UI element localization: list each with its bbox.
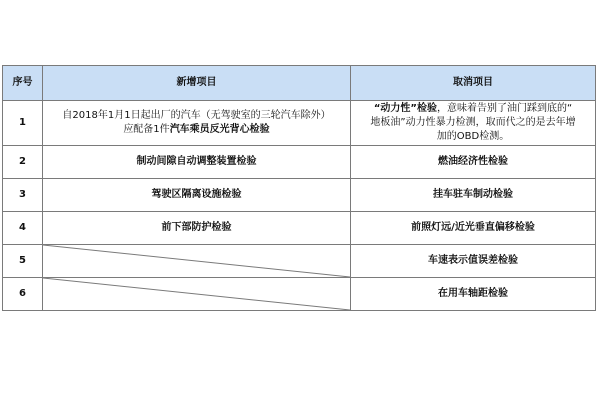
removed-item-text2: 地板油”动力性暴力检测，取而代之的是去年增	[370, 117, 576, 128]
removed-item-cell	[351, 101, 596, 146]
row-index: 3	[3, 179, 43, 212]
removed-item-cell: 前照灯远/近光垂直偏移检验	[351, 212, 596, 245]
removed-item-bold: “动力性”检验	[373, 103, 437, 114]
diagonal-slash	[43, 278, 350, 310]
header-index: 序号	[3, 66, 43, 101]
table-row	[3, 278, 596, 311]
removed-item-cell: 在用车轴距检验	[351, 278, 596, 311]
removed-item-cell: 燃油经济性检验	[351, 146, 596, 179]
table-row	[3, 212, 596, 245]
empty-added-cell	[43, 278, 351, 311]
removed-item-cell: 车速表示值误差检验	[351, 245, 596, 278]
diagonal-slash	[43, 245, 350, 277]
table-row	[3, 179, 596, 212]
row-index: 5	[3, 245, 43, 278]
added-item-cell: 制动间隙自动调整装置检验	[43, 146, 351, 179]
row-index: 4	[3, 212, 43, 245]
removed-item-text1: ，意味着告别了油门踩到底的“	[436, 103, 573, 114]
added-item-line1: 自2018年1月1日起出厂的汽车（无驾驶室的三轮汽车除外）	[62, 110, 331, 121]
table-header-row	[3, 66, 596, 101]
header-added-items: 新增项目	[43, 66, 351, 101]
row-index: 2	[3, 146, 43, 179]
added-item-line2-bold: 汽车乘员反光背心检验	[169, 124, 270, 135]
inspection-changes-table	[2, 65, 596, 311]
header-removed-items: 取消项目	[351, 66, 596, 101]
added-item-cell	[43, 101, 351, 146]
table-row	[3, 146, 596, 179]
row-index: 6	[3, 278, 43, 311]
added-item-cell: 驾驶区隔离设施检验	[43, 179, 351, 212]
added-item-cell: 前下部防护检验	[43, 212, 351, 245]
row-index: 1	[3, 101, 43, 146]
table-row	[3, 101, 596, 146]
added-item-line2-prefix: 应配备1件	[123, 124, 170, 135]
table-row	[3, 245, 596, 278]
removed-item-cell: 挂车驻车制动检验	[351, 179, 596, 212]
removed-item-text3: 加的OBD检测。	[436, 131, 510, 142]
empty-added-cell	[43, 245, 351, 278]
